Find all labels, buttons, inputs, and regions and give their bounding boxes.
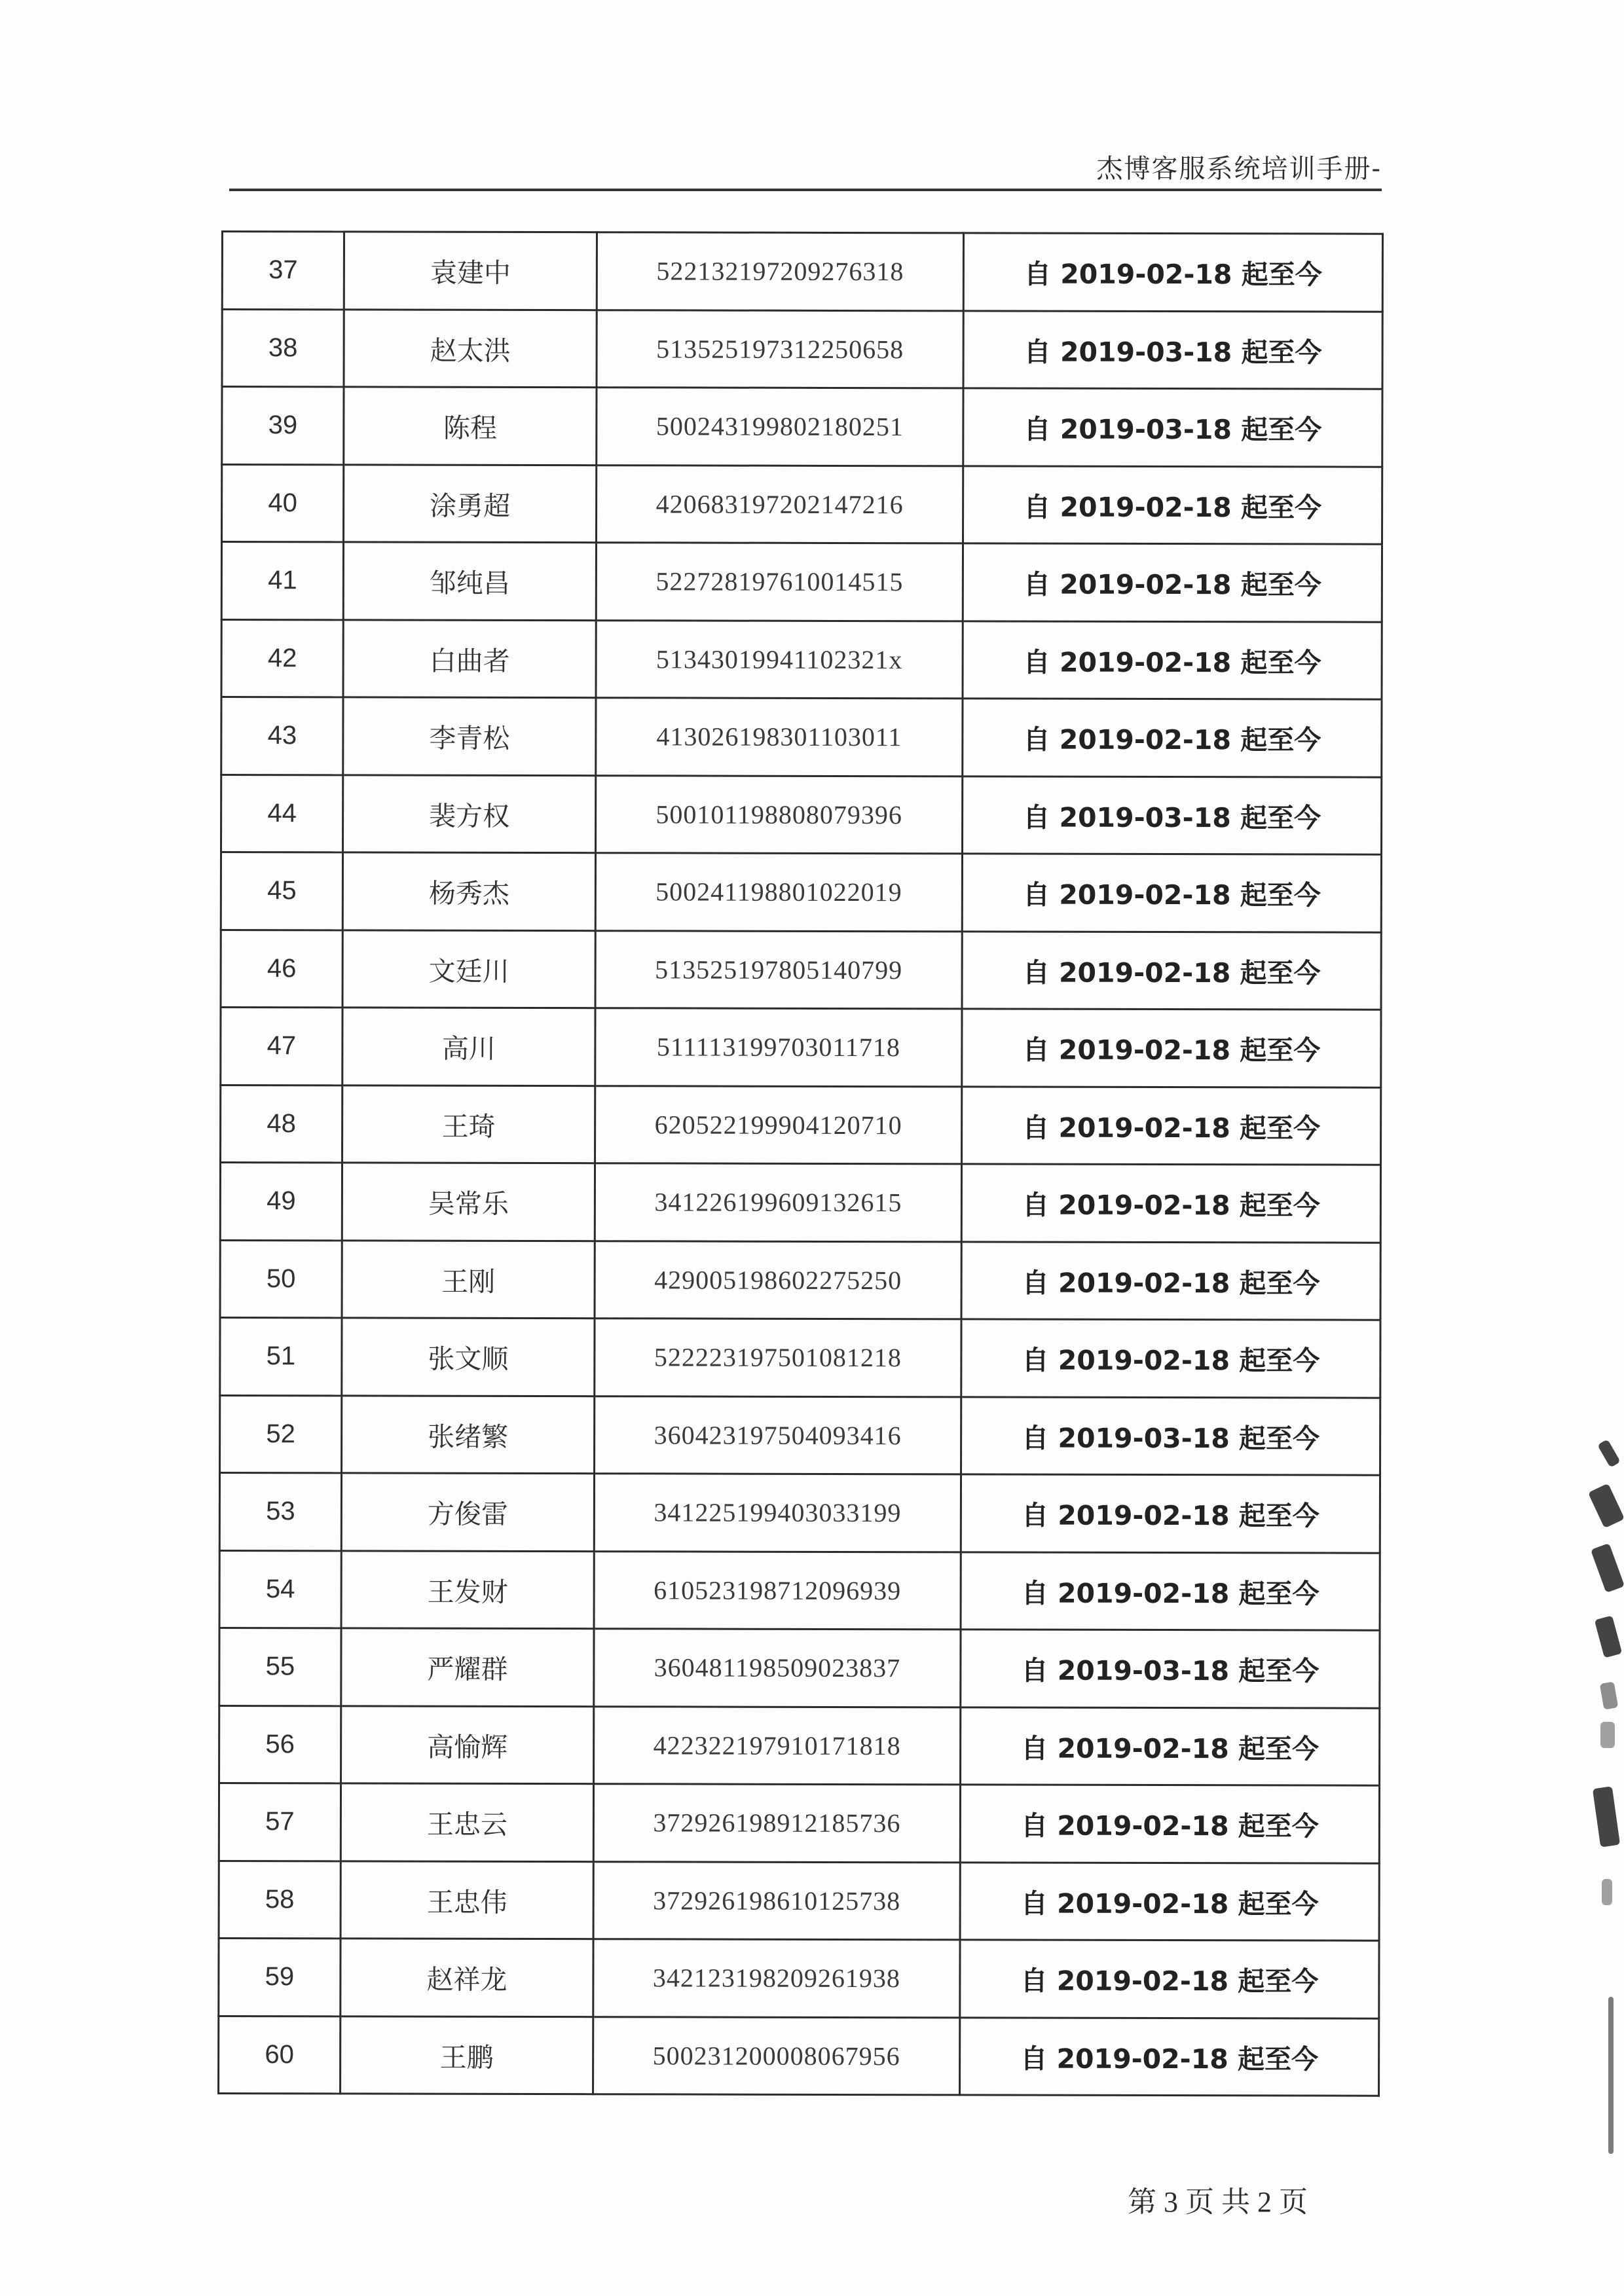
row-number-cell: 38 (222, 309, 344, 387)
row-number-cell: 50 (220, 1240, 342, 1318)
name-cell: 王刚 (342, 1240, 595, 1318)
table-row (219, 1861, 1379, 1941)
row-number-cell: 42 (221, 619, 343, 697)
table-row (220, 1317, 1380, 1397)
header-rule (229, 189, 1382, 191)
row-number-cell: 59 (219, 1938, 341, 2016)
id-number-cell: 341225199403033199 (594, 1474, 961, 1552)
period-cell: 自 2019-02-18 起至今 (960, 1862, 1379, 1941)
period-cell: 自 2019-03-18 起至今 (963, 310, 1382, 389)
id-number-cell: 341226199609132615 (595, 1163, 961, 1242)
name-cell: 涂勇超 (344, 464, 597, 542)
name-cell: 文廷川 (342, 930, 595, 1008)
period-cell: 自 2019-02-18 起至今 (960, 1940, 1379, 2018)
id-number-cell: 511113199703011718 (595, 1008, 962, 1087)
id-number-cell: 522223197501081218 (595, 1319, 961, 1397)
id-number-cell: 500241198801022019 (595, 853, 962, 932)
table-row (222, 309, 1382, 389)
row-number-cell: 43 (221, 697, 343, 775)
period-cell: 自 2019-03-18 起至今 (963, 776, 1382, 854)
row-number-cell: 58 (219, 1861, 341, 1939)
table-row (219, 1628, 1380, 1707)
row-number-cell: 47 (221, 1008, 342, 1085)
table-row (221, 774, 1382, 854)
name-cell: 邹纯昌 (343, 542, 596, 620)
name-cell: 王发财 (341, 1550, 594, 1628)
period-cell: 自 2019-02-18 起至今 (963, 233, 1382, 312)
id-number-cell: 51343019941102321x (596, 620, 963, 699)
period-cell: 自 2019-02-18 起至今 (962, 931, 1381, 1010)
personnel-table-body (219, 232, 1383, 2096)
name-cell: 方俊雷 (341, 1473, 594, 1551)
id-number-cell: 522132197209276318 (597, 232, 963, 311)
table-row (220, 1395, 1380, 1475)
period-cell: 自 2019-02-18 起至今 (962, 1086, 1381, 1165)
id-number-cell: 342123198209261938 (593, 1939, 960, 2018)
period-cell: 自 2019-02-18 起至今 (960, 1785, 1379, 1863)
row-number-cell: 53 (219, 1472, 341, 1550)
period-cell: 自 2019-02-18 起至今 (963, 465, 1382, 544)
name-cell: 王忠伟 (341, 1861, 593, 1939)
period-cell: 自 2019-03-18 起至今 (961, 1396, 1380, 1475)
period-cell: 自 2019-02-18 起至今 (961, 1319, 1380, 1398)
name-cell: 高川 (342, 1008, 595, 1085)
table-row (219, 1472, 1380, 1552)
id-number-cell: 372926198610125738 (593, 1861, 960, 1940)
personnel-table (217, 230, 1384, 2097)
name-cell: 袁建中 (344, 232, 597, 310)
name-cell: 高愉辉 (341, 1705, 594, 1783)
row-number-cell: 49 (220, 1163, 342, 1241)
id-number-cell: 420683197202147216 (597, 465, 963, 543)
table-row (222, 387, 1382, 467)
row-number-cell: 41 (221, 542, 343, 620)
name-cell: 裴方权 (343, 774, 596, 852)
row-number-cell: 52 (220, 1395, 342, 1473)
row-number-cell: 39 (222, 387, 344, 465)
name-cell: 张绪繁 (342, 1395, 595, 1473)
row-number-cell: 54 (219, 1550, 341, 1628)
table-row (222, 464, 1382, 544)
id-number-cell: 360423197504093416 (595, 1396, 961, 1474)
row-number-cell: 51 (220, 1317, 342, 1395)
id-number-cell: 360481198509023837 (594, 1629, 961, 1707)
header-title: 杰博客服系统培训手册- (1096, 154, 1382, 184)
name-cell: 李青松 (343, 697, 596, 775)
row-number-cell: 37 (222, 232, 344, 310)
period-cell: 自 2019-02-18 起至今 (961, 1552, 1380, 1630)
id-number-cell: 620522199904120710 (595, 1085, 962, 1164)
table-row (221, 697, 1382, 777)
id-number-cell: 522728197610014515 (596, 543, 963, 621)
page-number: 第 3 页 共 2 页 (1128, 2186, 1308, 2218)
name-cell: 张文顺 (342, 1318, 595, 1396)
period-cell: 自 2019-02-18 起至今 (962, 1009, 1381, 1087)
period-cell: 自 2019-02-18 起至今 (961, 1241, 1380, 1320)
personnel-table-wrapper (217, 230, 1382, 2097)
period-cell: 自 2019-03-18 起至今 (963, 388, 1382, 467)
table-row (219, 1938, 1379, 2018)
table-row (221, 930, 1381, 1010)
table-row (219, 2016, 1379, 2096)
table-row (221, 542, 1382, 622)
period-cell: 自 2019-02-18 起至今 (961, 1164, 1380, 1243)
period-cell: 自 2019-02-18 起至今 (960, 2017, 1379, 2096)
table-row (221, 619, 1382, 699)
row-number-cell: 60 (219, 2016, 341, 2094)
id-number-cell: 513525197805140799 (595, 930, 962, 1009)
row-number-cell: 46 (221, 930, 342, 1008)
id-number-cell: 500231200008067956 (593, 2016, 960, 2095)
name-cell: 吴常乐 (342, 1163, 595, 1241)
name-cell: 陈程 (344, 387, 597, 465)
row-number-cell: 55 (219, 1628, 341, 1705)
table-row (219, 1550, 1380, 1630)
name-cell: 白曲者 (343, 619, 596, 697)
period-cell: 自 2019-02-18 起至今 (961, 1474, 1380, 1553)
row-number-cell: 45 (221, 852, 342, 930)
row-number-cell: 56 (219, 1705, 341, 1783)
name-cell: 赵太洪 (344, 309, 597, 387)
id-number-cell: 422322197910171818 (594, 1706, 961, 1785)
table-row (222, 232, 1382, 312)
period-cell: 自 2019-02-18 起至今 (961, 1707, 1380, 1785)
name-cell: 赵祥龙 (341, 1939, 593, 2016)
table-row (221, 852, 1381, 932)
name-cell: 杨秀杰 (342, 852, 595, 930)
period-cell: 自 2019-02-18 起至今 (963, 621, 1382, 699)
row-number-cell: 44 (221, 774, 343, 852)
id-number-cell: 413026198301103011 (596, 698, 963, 776)
table-row (220, 1163, 1380, 1243)
name-cell: 严耀群 (341, 1628, 594, 1706)
name-cell: 王鹏 (341, 2016, 593, 2094)
name-cell: 王琦 (342, 1085, 595, 1163)
binding-edge-marks (1583, 1421, 1624, 2174)
id-number-cell: 513525197312250658 (597, 310, 963, 388)
id-number-cell: 610523198712096939 (594, 1551, 961, 1630)
table-row (219, 1705, 1380, 1785)
id-number-cell: 429005198602275250 (595, 1241, 961, 1319)
table-row (221, 1085, 1381, 1165)
period-cell: 自 2019-02-18 起至今 (963, 699, 1382, 777)
table-row (221, 1008, 1381, 1087)
id-number-cell: 500243199802180251 (597, 388, 963, 466)
id-number-cell: 372926198912185736 (593, 1784, 960, 1863)
id-number-cell: 500101198808079396 (596, 775, 963, 854)
table-row (220, 1240, 1380, 1320)
row-number-cell: 48 (221, 1085, 342, 1163)
period-cell: 自 2019-02-18 起至今 (963, 543, 1382, 622)
table-row (219, 1783, 1379, 1863)
row-number-cell: 40 (222, 464, 344, 542)
row-number-cell: 57 (219, 1783, 341, 1861)
period-cell: 自 2019-03-18 起至今 (961, 1630, 1380, 1708)
period-cell: 自 2019-02-18 起至今 (962, 854, 1381, 932)
name-cell: 王忠云 (341, 1783, 593, 1861)
